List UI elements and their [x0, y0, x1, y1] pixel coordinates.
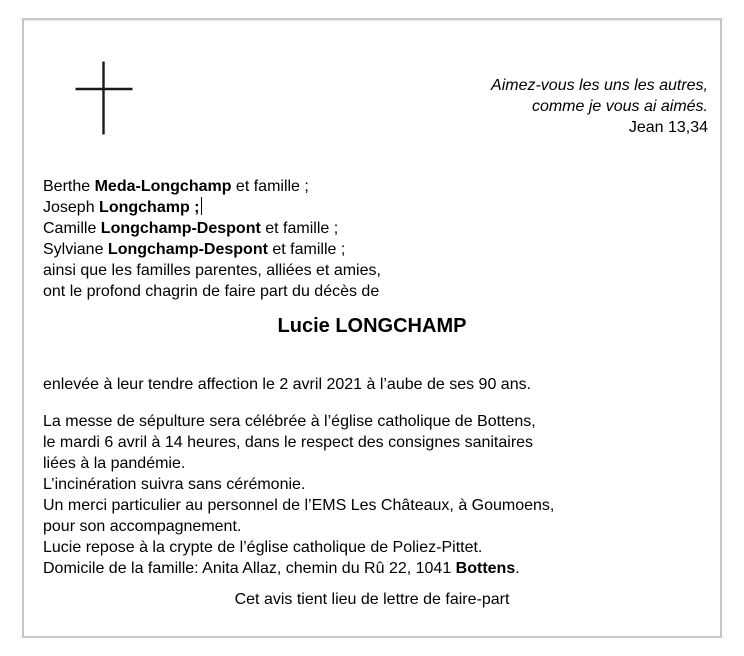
details-line: La messe de sépulture sera célébrée à l’église catholique de Bottens,	[43, 413, 536, 430]
quote-attribution: Jean 13,34	[628, 119, 708, 136]
notice-document[interactable]	[22, 18, 722, 638]
family-prefix: Sylviane	[43, 241, 108, 258]
details-line: Lucie repose à la crypte de l’église catholique de Poliez-Pittet.	[43, 539, 483, 556]
family-prefix: Joseph	[43, 199, 100, 216]
family-suffix: et famille ;	[260, 220, 339, 237]
family-name: Longchamp-Despont	[107, 241, 268, 258]
domicile-line	[43, 558, 554, 579]
family-line	[43, 176, 381, 197]
family-name: Longchamp	[99, 199, 190, 216]
intro-line: ont le profond chagrin de faire part du décès de	[43, 283, 380, 300]
cross-icon	[75, 61, 133, 135]
domicile-prefix: Domicile de la famille: Anita Allaz, chemin du Rû 22, 1041	[43, 560, 456, 577]
details-line: Un merci particulier au personnel de l’EMS Les Châteaux, à Goumoens,	[43, 497, 555, 514]
family-line	[43, 218, 381, 239]
intro-line: ainsi que les familles parentes, alliées et amies,	[43, 262, 381, 279]
details-line: le mardi 6 avril à 14 heures, dans le respect des consignes sanitaires	[43, 434, 534, 451]
family-name: Longchamp-Despont	[100, 220, 261, 237]
family-line	[43, 197, 381, 218]
death-announcement-line: enlevée à leur tendre affection le 2 avril 2021 à l’aube de ses 90 ans.	[43, 376, 532, 393]
family-list	[43, 176, 381, 302]
domicile-town: Bottens	[455, 560, 516, 577]
deceased-name: Lucie LONGCHAMP	[277, 315, 467, 337]
family-name: Meda-Longchamp	[94, 178, 232, 195]
details-line: pour son accompagnement.	[43, 518, 242, 535]
quote-line: comme je vous ai aimés.	[531, 98, 708, 115]
quote-line: Aimez-vous les uns les autres,	[491, 77, 708, 94]
details-line: L’incinération suivra sans cérémonie.	[43, 476, 306, 493]
faire-part-footer: Cet avis tient lieu de lettre de faire-part	[234, 591, 510, 608]
family-suffix: et famille ;	[267, 241, 346, 258]
family-prefix: Berthe	[43, 178, 95, 195]
family-prefix: Camille	[43, 220, 101, 237]
domicile-suffix: .	[515, 560, 520, 577]
scripture-quote	[491, 75, 708, 138]
family-suffix: et famille ;	[231, 178, 309, 195]
family-line	[43, 239, 381, 260]
details-line: liées à la pandémie.	[43, 455, 186, 472]
ceremony-details	[43, 411, 554, 579]
text-caret	[201, 197, 203, 215]
family-suffix: ;	[189, 199, 200, 216]
